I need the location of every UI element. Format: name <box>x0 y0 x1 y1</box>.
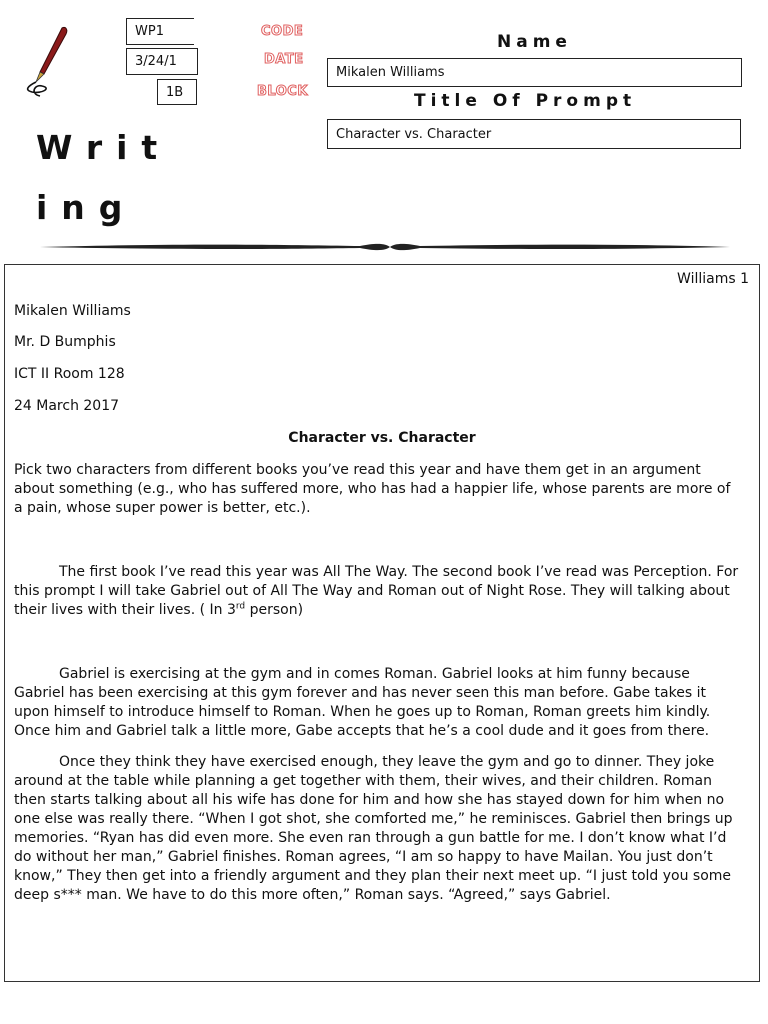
name-label: Name <box>497 32 572 52</box>
page-header: Williams 1 <box>677 271 749 287</box>
quill-pen-icon <box>22 24 74 100</box>
code-field[interactable]: WP1 <box>126 18 194 45</box>
student-name: Mikalen Williams <box>14 303 131 319</box>
prompt-paragraph: Pick two characters from different books you’ve read this year and have them get in an argument about something (e.g., who has suffered more, who has had a happier life, whose parents are more of a pain, whose super power is better, etc.). <box>14 462 731 516</box>
title-of-prompt-label: Title Of Prompt <box>414 91 637 111</box>
paragraph-3: Once they think they have exercised enough, they leave the gym and go to dinner. They joke around at the table while planning a get together with them, their wives, and their children. Roman then starts talking about all his wife has done for him and how she has stayed down for him when no one else was really there. “When I got shot, she comforted me,” he reminisces. Gabriel then brings up memories. “Ryan has did even more. She even ran through a gun battle for me. I don’t know what I’d do without her man,” Gabriel finishes. Roman agrees, “I am so happy to have Mailan. You just don’t know,” They then get into a friendly argument and they plan their next meet up. “I just told you some deep s*** man. We have to do this more often,” Roman says. “Agreed,” says Gabriel. <box>14 754 733 903</box>
code-label: CODE <box>261 24 304 39</box>
block-field[interactable]: 1B <box>157 79 197 105</box>
writing-prompt-heading: Writing <box>36 128 172 227</box>
paragraph-2: Gabriel is exercising at the gym and in comes Roman. Gabriel looks at him funny because Gabriel has been exercising at this gym forever and has never seen this man before. Gabe takes it upon himself to introduce himself to Roman. When he goes up to Roman, Roman greets him kindly. Once him and Gabriel talk a little more, Gabe accepts that he’s a cool dude and it goes from there. <box>14 666 711 739</box>
title-field[interactable]: Character vs. Character <box>327 119 741 149</box>
class-name: ICT II Room 128 <box>14 366 125 382</box>
document-date: 24 March 2017 <box>14 398 120 414</box>
name-field[interactable]: Mikalen Williams <box>327 58 742 87</box>
document-page <box>4 264 760 982</box>
date-label: DATE <box>264 52 304 67</box>
date-field[interactable]: 3/24/1 <box>126 48 198 75</box>
decorative-divider <box>40 240 730 254</box>
paragraph-1: The first book I’ve read this year was All The Way. The second book I’ve read was Perception. For this prompt I will take Gabriel out of All The Way and Roman out of Night Rose. They will talking about their lives with their lives. ( In 3rd person) <box>14 564 739 618</box>
teacher-name: Mr. D Bumphis <box>14 334 116 350</box>
document-title: Character vs. Character <box>288 430 476 446</box>
block-label: BLOCK <box>257 84 308 99</box>
